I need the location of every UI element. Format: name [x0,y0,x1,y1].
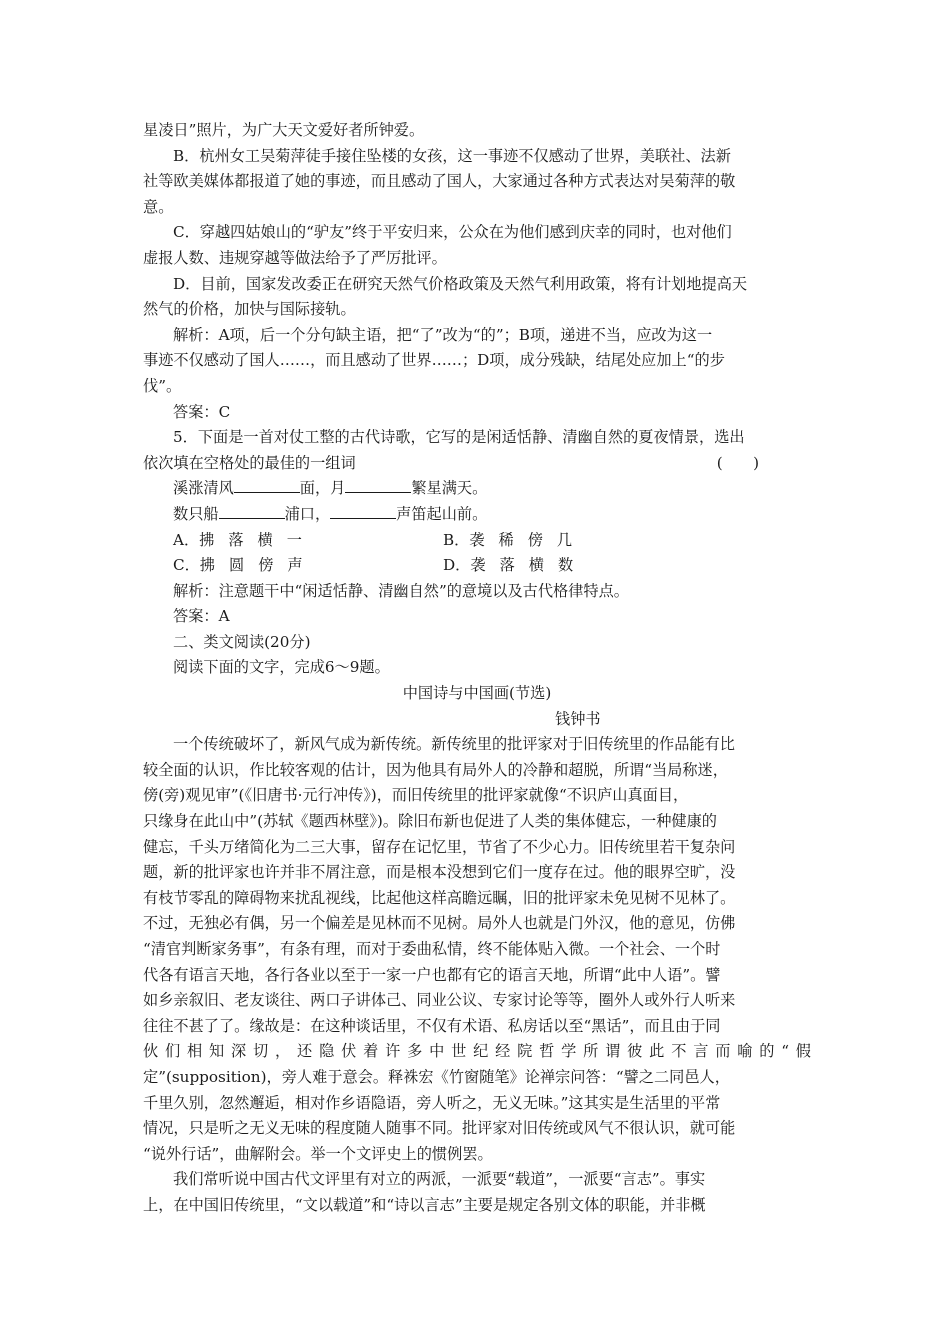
fill-blank [345,477,411,493]
option-word: 稀 [498,530,514,549]
option-b [443,528,713,554]
analysis-line2: 事迹不仅感动了国人……，而且感动了世界……；D项，成分残缺，结尾处应加上“的步 [143,351,725,370]
question-5-stem: 依次填在空格处的最佳的一组词 [143,453,356,472]
option-d-line2: 然气的价格，加快与国际接轨。 [143,300,356,319]
body-line: 往往不甚了了。缘故是：在这种谈话里，不仅有术语、私房话以至“黑话”，而且由于同 [143,1016,721,1035]
poem-line1 [143,476,811,502]
body-line: 定”(supposition)，旁人难于意会。释袾宏《竹窗随笔》论禅宗问答：“譬之二同邑人， [143,1067,730,1086]
reading-instruction: 阅读下面的文字，完成6～9题。 [173,658,390,677]
option-word: 落 [499,556,515,575]
option-d [443,553,713,579]
body-line: 健忘，千头万绪简化为二三大事，留存在记忆里，节省了不少心力。旧传统里若干复杂问 [143,837,736,856]
poem-text: 繁星满天。 [411,479,488,498]
body-line: “说外行话”，曲解附会。举一个文评史上的惯例罢。 [143,1144,493,1163]
body-line: 只缘身在此山中”(苏轼《题西林壁》)。除旧布新也促进了人类的集体健忘，一种健康的 [143,812,717,831]
answer-line: 答案：C [173,402,231,421]
body-line: 上，在中国旧传统里，“文以载道”和“诗以言志”主要是规定各别文体的职能，并非概 [143,1195,706,1214]
options-row2 [143,553,811,579]
text-line: 星凌日”照片，为广大天文爱好者所钟爱。 [143,121,425,139]
analysis-line1: 解析：A项，后一个分句缺主语，把“了”改为“的”；B项，递进不当，应改为这一 [173,325,713,344]
fill-blank [330,503,396,519]
option-b-line1: B．杭州女工吴菊萍徒手接住坠楼的女孩，这一事迹不仅感动了世界，美联社、法新 [173,146,731,165]
answer-paren: ( ) [716,453,759,472]
option-a [173,528,443,554]
option-b-line2: 社等欧美媒体都报道了她的事迹，而且感动了国人，大家通过各种方式表达对吴菊萍的敬 [143,172,736,191]
poem-text: 溪涨清风 [173,479,234,498]
option-c [173,553,443,579]
option-c-line1: C．穿越四姑娘山的“驴友”终于平安归来，公众在为他们感到庆幸的同时，也对他们 [173,223,732,242]
option-word: 横 [528,556,544,575]
q5-analysis: 解析：注意题干中“闲适恬静、清幽自然”的意境以及古代格律特点。 [173,581,629,600]
option-c-line2: 虚报人数、违规穿越等做法给予了严厉批评。 [143,248,447,267]
article-title: 中国诗与中国画(节选) [402,684,552,703]
option-word: 傍 [258,556,274,575]
body-line: 伙们相知深切，还隐伏着许多中世纪经院哲学所谓彼此不言而喻的“假 [143,1042,811,1061]
question-5-line2 [143,451,811,477]
options-row1 [143,528,811,554]
fill-blank [234,477,300,493]
body-line: 千里久别，忽然邂逅，相对作乡语隐语，旁人听之，无义无味。”这其实是生活里的平常 [143,1093,721,1112]
poem-text: 数只船 [173,504,219,523]
option-word: 声 [287,556,303,575]
body-line: 一个传统破坏了，新风气成为新传统。新传统里的批评家对于旧传统里的作品能有比 [173,735,735,754]
option-word: 圆 [229,556,245,575]
poem-text: 面，月 [299,479,346,498]
question-5-line1: 5．下面是一首对仗工整的古代诗歌，它写的是闲适恬静、清幽自然的夏夜情景，选出 [173,428,745,447]
analysis-line3: 伐”。 [143,376,182,395]
body-line: 题，新的批评家也许并非不屑注意，而是根本没想到它们一度存在过。他的眼界空旷，没 [143,863,736,882]
poem-text: 浦口， [284,504,331,523]
option-word: D．袭 [443,556,486,575]
body-line: 我们常听说中国古代文评里有对立的两派，一派要“载道”，一派要“言志”。事实 [173,1170,706,1189]
option-word: B．袭 [443,530,485,549]
body-line: 傍(旁)观见审”(《旧唐书·元行冲传》)，而旧传统里的批评家就像“不识庐山真面目， [143,786,689,805]
option-word: A．拂 [173,530,215,549]
q5-answer: 答案：A [173,607,230,626]
body-line: 不过，无独必有偶，另一个偏差是见林而不见树。局外人也就是门外汉，他的意见，仿佛 [143,914,736,933]
article-author: 钱钟书 [555,709,601,728]
body-line: 较全面的认识，作比较客观的估计，因为他具有局外人的冷静和超脱，所谓“当局称迷， [143,760,728,779]
body-line: 代各有语言天地，各行各业以至于一家一户也都有它的语言天地，所谓“此中人语”。譬 [143,965,721,984]
option-word: 横 [257,530,273,549]
option-word: 数 [557,556,574,575]
option-word: 几 [556,530,573,549]
option-b-line3: 意。 [143,197,174,216]
document-page [143,118,811,1219]
fill-blank [219,503,285,519]
option-word: C．拂 [173,556,215,575]
option-d-line1: D．目前，国家发改委正在研究天然气价格政策及天然气利用政策，将有计划地提高天 [173,274,748,293]
section-heading: 二、类文阅读(20分) [173,632,311,651]
body-line: 有枝节零乱的障碍物来扰乱视线，比起他这样高瞻远瞩，旧的批评家未免见树不见林了。 [143,888,736,907]
poem-line2 [143,502,811,528]
option-word: 一 [286,530,302,549]
option-word: 傍 [527,530,543,549]
body-line: 如乡亲叙旧、老友谈往、两口子讲体己、同业公议、专家讨论等等，圈外人或外行人听来 [143,991,736,1010]
body-line: “清官判断家务事”，有条有理，而对于委曲私情，终不能体贴入微。一个社会、一个时 [143,940,721,958]
option-word: 落 [228,530,244,549]
body-line: 情况，只是听之无义无味的程度随人随事不同。批评家对旧传统或风气不很认识，就可能 [143,1119,736,1138]
poem-text: 声笛起山前。 [396,504,488,523]
